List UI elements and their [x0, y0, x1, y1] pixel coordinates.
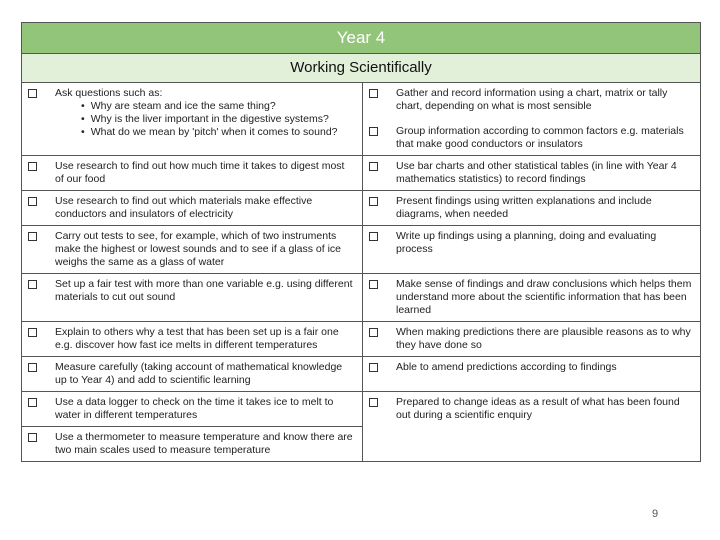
checkbox-bullet-icon — [369, 162, 378, 171]
checkbox-bullet-icon — [28, 363, 37, 372]
objective-text: Use a thermometer to measure temperature and know there are two main scales used to measure temperature — [55, 431, 353, 456]
right-cell — [363, 156, 701, 191]
left-cell — [22, 357, 363, 392]
right-cell — [363, 392, 701, 427]
right-cell — [363, 226, 701, 274]
table-row — [22, 322, 700, 357]
objective-text: Gather and record information using a chart, matrix or tally chart, depending on what is most sensible — [396, 87, 668, 112]
year-header: Year 4 — [22, 23, 700, 54]
left-cell — [22, 322, 363, 357]
right-cell — [363, 322, 701, 357]
list-item — [363, 226, 700, 260]
checkbox-bullet-icon — [369, 89, 378, 98]
right-cell — [363, 427, 701, 462]
curriculum-table — [21, 22, 701, 462]
right-cell — [363, 83, 701, 156]
objective-text: Write up findings using a planning, doing and evaluating process — [396, 230, 657, 255]
list-item — [363, 191, 700, 225]
checkbox-bullet-icon — [28, 280, 37, 289]
question-item — [81, 126, 356, 139]
objective-text: Use a data logger to check on the time it takes ice to melt to water in different temperatures — [55, 396, 334, 421]
checkbox-bullet-icon — [28, 89, 37, 98]
objective-text: When making predictions there are plausible reasons as to why they have done so — [396, 326, 691, 351]
table-row — [22, 392, 700, 427]
list-item — [22, 274, 362, 308]
objective-text: Use research to find out which materials make effective conductors and insulators of electricity — [55, 195, 313, 220]
checkbox-bullet-icon — [369, 197, 378, 206]
list-item — [363, 83, 700, 117]
objectives-grid — [22, 83, 700, 461]
list-item — [22, 83, 362, 143]
checkbox-bullet-icon — [28, 433, 37, 442]
question-item — [81, 100, 356, 113]
checkbox-bullet-icon — [369, 363, 378, 372]
table-row — [22, 156, 700, 191]
objective-text: Ask questions such as: — [55, 87, 163, 99]
list-item — [363, 274, 700, 321]
list-item — [22, 427, 362, 461]
objective-text: Present findings using written explanations and include diagrams, when needed — [396, 195, 652, 220]
left-cell — [22, 226, 363, 274]
list-item — [363, 357, 700, 378]
list-item — [363, 322, 700, 356]
checkbox-bullet-icon — [28, 197, 37, 206]
question-text: Why are steam and ice the same thing? — [90, 100, 276, 112]
left-cell — [22, 392, 363, 427]
question-text: Why is the liver important in the digestive systems? — [90, 113, 329, 125]
left-cell — [22, 156, 363, 191]
section-header: Working Scientifically — [22, 54, 700, 83]
objective-text: Able to amend predictions according to findings — [396, 361, 617, 373]
objective-text: Group information according to common factors e.g. materials that make good conductors or insulators — [396, 125, 684, 150]
checkbox-bullet-icon — [369, 232, 378, 241]
checkbox-bullet-icon — [28, 232, 37, 241]
objective-text: Explain to others why a test that has been set up is a fair one e.g. discover how fast ice melts in different temperatures — [55, 326, 339, 351]
checkbox-bullet-icon — [369, 280, 378, 289]
list-item — [22, 322, 362, 356]
left-cell — [22, 191, 363, 226]
objective-text: Use bar charts and other statistical tables (in line with Year 4 mathematics statistics) to record findings — [396, 160, 677, 185]
checkbox-bullet-icon — [369, 398, 378, 407]
objective-text: Prepared to change ideas as a result of what has been found out during a scientific enquiry — [396, 396, 680, 421]
right-cell — [363, 274, 701, 322]
list-item — [22, 357, 362, 391]
checkbox-bullet-icon — [369, 127, 378, 136]
checkbox-bullet-icon — [369, 328, 378, 337]
checkbox-bullet-icon — [28, 398, 37, 407]
table-row — [22, 427, 700, 462]
question-list — [55, 100, 356, 139]
question-item — [81, 113, 356, 126]
checkbox-bullet-icon — [28, 162, 37, 171]
list-item — [22, 191, 362, 225]
left-cell — [22, 427, 363, 462]
table-row — [22, 191, 700, 226]
list-item — [363, 117, 700, 155]
objective-text: Use research to find out how much time it takes to digest most of our food — [55, 160, 345, 185]
page-number: 9 — [652, 508, 659, 520]
objective-text: Carry out tests to see, for example, which of two instruments make the highest or lowest sounds and to see if a glass of ice weighs the same as a glass of water — [55, 230, 341, 268]
list-item — [22, 392, 362, 426]
table-row — [22, 83, 700, 156]
table-row — [22, 274, 700, 322]
left-cell — [22, 274, 363, 322]
checkbox-bullet-icon — [28, 328, 37, 337]
list-item — [363, 156, 700, 190]
right-cell — [363, 357, 701, 392]
left-cell — [22, 83, 363, 156]
list-item — [22, 226, 362, 273]
list-item — [363, 392, 700, 426]
list-item — [22, 156, 362, 190]
table-row — [22, 357, 700, 392]
objective-text: Make sense of findings and draw conclusions which helps them understand more about the scientific information that has been learned — [396, 278, 692, 316]
objective-text: Measure carefully (taking account of mathematical knowledge up to Year 4) and add to scientific learning — [55, 361, 343, 386]
objective-text: Set up a fair test with more than one variable e.g. using different materials to cut out sound — [55, 278, 353, 303]
question-text: What do we mean by 'pitch' when it comes to sound? — [90, 126, 338, 138]
table-row — [22, 226, 700, 274]
right-cell — [363, 191, 701, 226]
